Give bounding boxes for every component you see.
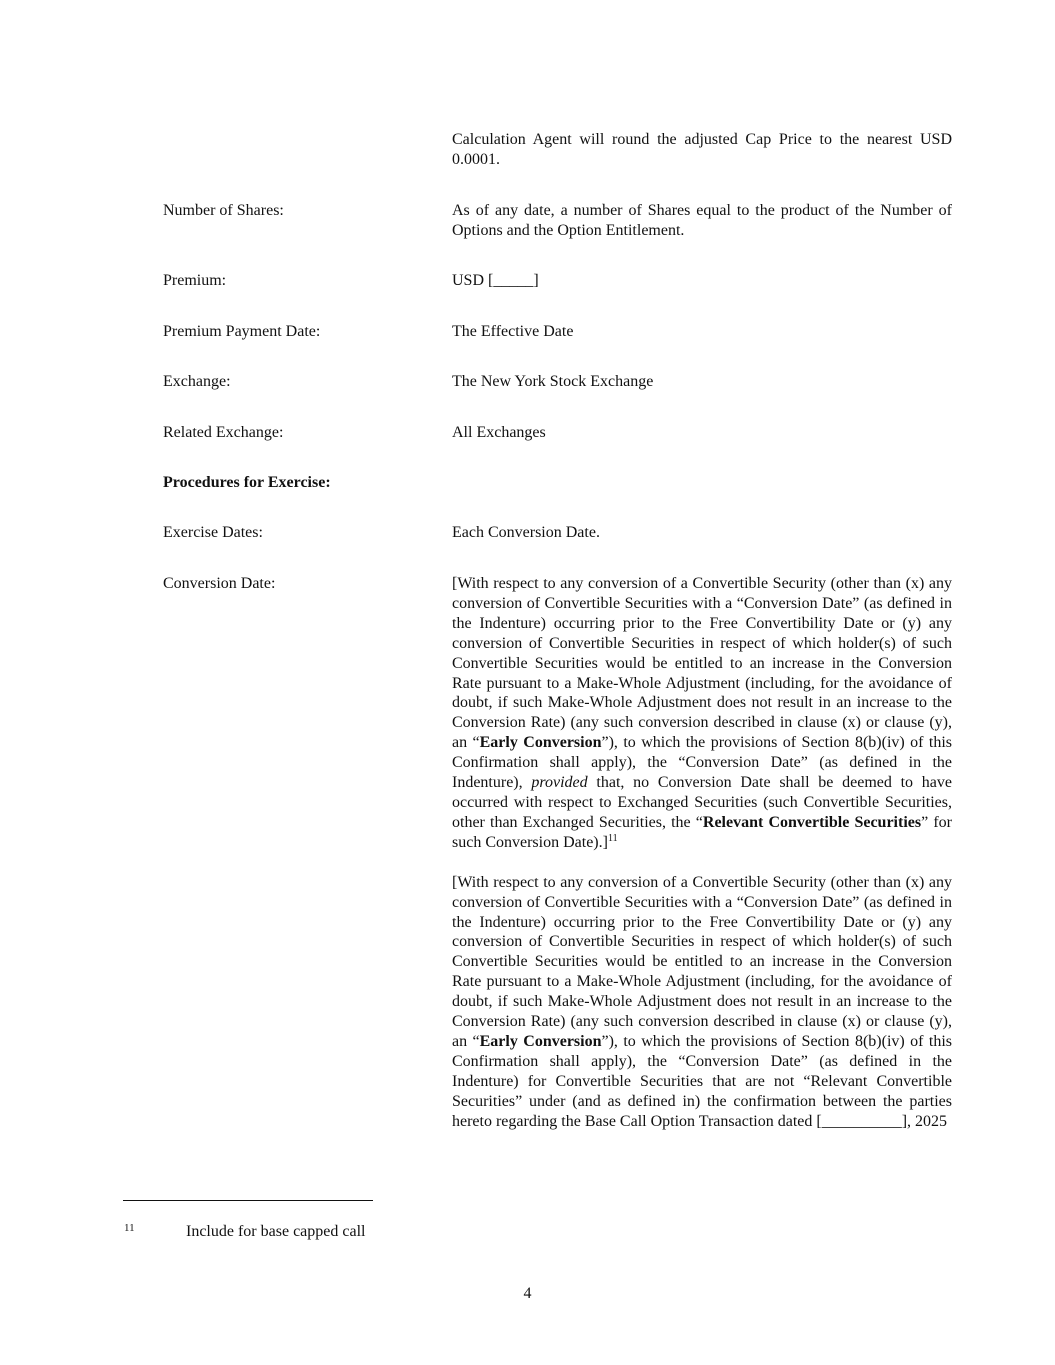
premium-payment-date-value: The Effective Date [452, 323, 574, 340]
conversion-date-paragraph-1: [With respect to any conversion of a Convertible Security (other than (x) any conversion of Convertible Securities with a “Conversion Date” (as defined in the Indenture) occurring prior to the Free Convertibility Date or (y) any conversion of Convertible Securities in respect of which holder(s) of such Convertible Securities would be entitled to an increase in the Conversion Rate pursuant to a Make-Whole Adjustment (including, for the avoidance of doubt, if such Make-Whole Adjustment does not result in an increase to the Conversion Rate) (any such conversion described in clause (x) or clause (y), an “Early Conversion”), to which the provisions of Section 8(b)(iv) of this Confirmation shall apply), the “Conversion Date” (as defined in the Indenture), provided that, no Conversion Date shall be deemed to have occurred with respect to Exchanged Securities (such Convertible Securities, other than Exchanged Securities, the “Relevant Convertible Securities” for such Conversion Date).]$^{11}$ [452, 575, 953, 851]
conversion-date-value [452, 574, 952, 1131]
footnote-reference: 11 [607, 832, 618, 844]
number-of-shares-value: As of any date, a number of Shares equal to the product of the Number of Options and the Option Entitlement. [452, 202, 952, 239]
exchange-label: Exchange: [163, 373, 231, 390]
procedures-for-exercise-heading: Procedures for Exercise: [163, 474, 331, 491]
provided-term: provided [531, 774, 588, 792]
exchange-value: The New York Stock Exchange [452, 373, 654, 390]
relevant-convertible-securities-term: Relevant Convertible Securities [702, 813, 922, 831]
exercise-dates-value: Each Conversion Date. [452, 524, 600, 541]
footnote-text: Include for base capped call [186, 1223, 366, 1240]
number-of-shares-label: Number of Shares: [163, 202, 284, 219]
conversion-date-label: Conversion Date: [163, 575, 276, 592]
premium-payment-date-label: Premium Payment Date: [163, 323, 321, 340]
premium-label: Premium: [163, 272, 227, 289]
premium-value: USD [_____] [452, 272, 539, 289]
cap-price-rounding-text: Calculation Agent will round the adjusted Cap Price to the nearest USD 0.0001. [452, 131, 952, 168]
page-number: 4 [523, 1285, 532, 1302]
related-exchange-value: All Exchanges [452, 424, 546, 441]
early-conversion-term: Early Conversion [479, 734, 602, 752]
related-exchange-label: Related Exchange: [163, 424, 284, 441]
exercise-dates-label: Exercise Dates: [163, 524, 263, 541]
footnote-separator [123, 1200, 373, 1201]
conversion-date-paragraph-2: [With respect to any conversion of a Convertible Security (other than (x) any conversion of Convertible Securities with a “Conversion Date” (as defined in the Indenture) occurring prior to the Free Convertibility Date or (y) any conversion of Convertible Securities in respect of which holder(s) of such Convertible Securities would be entitled to an increase in the Conversion Rate pursuant to a Make-Whole Adjustment (including, for the avoidance of doubt, if such Make-Whole Adjustment does not result in an increase to the Conversion Rate) (any such conversion described in clause (x) or clause (y), an “Early Conversion”), to which the provisions of Section 8(b)(iv) of this Confirmation shall apply), the “Conversion Date” (as defined in the Indenture) for Convertible Securities that are not “Relevant Convertible Securities” under (and as defined in) the confirmation between the parties hereto regarding the Base Call Option Transaction dated [__________], 2025 [452, 873, 953, 1130]
footnote-number: 11 [124, 1222, 135, 1234]
early-conversion-term: Early Conversion [479, 1032, 602, 1050]
